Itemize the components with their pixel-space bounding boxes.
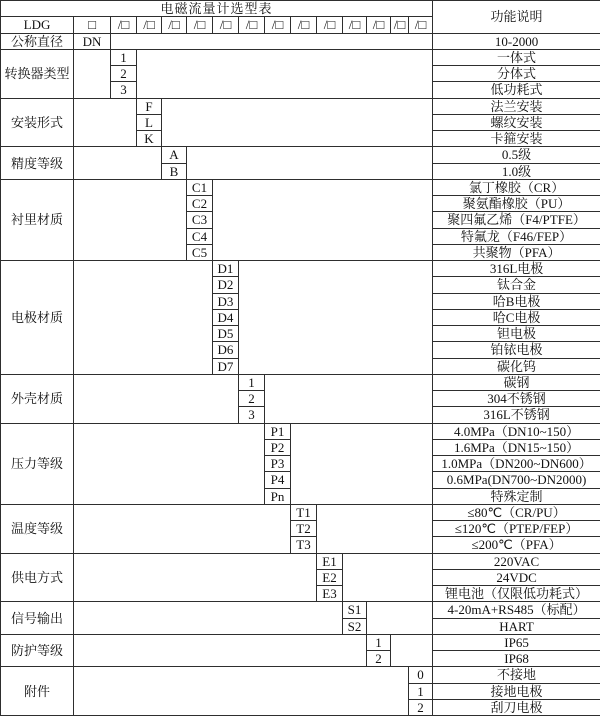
spacer-cell	[74, 147, 162, 180]
table-row	[1, 667, 600, 683]
spacer-cell	[74, 98, 137, 147]
spacer-cell	[74, 423, 265, 504]
desc-cell: 哈B电极	[433, 293, 600, 309]
spacer-cell	[74, 179, 187, 260]
desc-cell: 碳钢	[433, 374, 600, 390]
table-row	[1, 602, 600, 618]
spacer-cell	[187, 147, 433, 180]
desc-cell: 1.6MPa（DN15~150）	[433, 439, 600, 455]
spacer-cell	[74, 374, 239, 423]
code-cell: D7	[213, 358, 239, 374]
spacer-cell	[74, 504, 291, 553]
desc-cell: 4-20mA+RS485（标配）	[433, 602, 600, 618]
desc-cell: 316L电极	[433, 261, 600, 277]
desc-cell: 1.0MPa（DN200~DN600）	[433, 456, 600, 472]
code-slot-10: /□	[343, 17, 367, 33]
code-slot-6: /□	[239, 17, 265, 33]
code-slot-9: /□	[317, 17, 343, 33]
desc-cell: ≤120℃（PTEP/FEP）	[433, 521, 600, 537]
code-slot-4: /□	[187, 17, 213, 33]
code-cell: 1	[409, 683, 433, 699]
desc-cell: 316L不锈钢	[433, 407, 600, 423]
group-label-1: 转换器类型	[1, 49, 74, 98]
code-cell: D2	[213, 277, 239, 293]
desc-cell: ≤80℃（CR/PU）	[433, 504, 600, 520]
spacer-cell	[391, 634, 433, 667]
code-cell: 2	[409, 699, 433, 715]
model-prefix: LDG	[1, 17, 74, 33]
desc-cell: ≤200℃（PFA）	[433, 537, 600, 553]
desc-cell: 钛合金	[433, 277, 600, 293]
group-label-6: 外壳材质	[1, 374, 74, 423]
code-cell: D5	[213, 326, 239, 342]
spacer-cell	[74, 634, 367, 667]
code-cell: E2	[317, 569, 343, 585]
spacer-cell	[74, 49, 111, 98]
code-cell: C1	[187, 179, 213, 195]
desc-cell: 4.0MPa（DN10~150）	[433, 423, 600, 439]
code-slot-8: /□	[291, 17, 317, 33]
desc-cell: 一体式	[433, 49, 600, 65]
table-row	[1, 98, 600, 114]
desc-cell: IP65	[433, 634, 600, 650]
spacer-cell	[74, 553, 317, 602]
code-cell: C2	[187, 196, 213, 212]
desc-cell: 法兰安装	[433, 98, 600, 114]
table-row	[1, 553, 600, 569]
desc-cell: 卡箍安装	[433, 131, 600, 147]
code-cell: F	[137, 98, 162, 114]
desc-cell: 碳化钨	[433, 358, 600, 374]
group-label-7: 压力等级	[1, 423, 74, 504]
code-slot-5: /□	[213, 17, 239, 33]
code-cell: S2	[343, 618, 367, 634]
diameter-label: 公称直径	[1, 33, 74, 49]
code-cell: P4	[265, 472, 291, 488]
spacer-cell	[74, 602, 343, 635]
code-slot-11: /□	[367, 17, 391, 33]
function-column-header: 功能说明	[433, 1, 600, 34]
code-cell: 1	[239, 374, 265, 390]
spacer-cell	[74, 667, 409, 716]
code-cell: T3	[291, 537, 317, 553]
spacer-cell	[74, 261, 213, 375]
code-cell: T2	[291, 521, 317, 537]
table-row	[1, 261, 600, 277]
code-cell: Pn	[265, 488, 291, 504]
desc-cell: 1.0级	[433, 163, 600, 179]
desc-cell: 聚氨酯橡胶（PU）	[433, 196, 600, 212]
code-cell: 3	[111, 82, 137, 98]
code-cell: D4	[213, 309, 239, 325]
code-cell: C3	[187, 212, 213, 228]
desc-cell: 氯丁橡胶（CR）	[433, 179, 600, 195]
spacer-cell	[239, 261, 433, 375]
desc-cell: 304不锈钢	[433, 391, 600, 407]
code-cell: P3	[265, 456, 291, 472]
group-label-3: 精度等级	[1, 147, 74, 180]
group-label-10: 信号输出	[1, 602, 74, 635]
diameter-desc: 10-2000	[433, 33, 600, 49]
code-cell: A	[162, 147, 187, 163]
group-label-11: 防护等级	[1, 634, 74, 667]
desc-cell: 220VAC	[433, 553, 600, 569]
table-row	[1, 423, 600, 439]
code-cell: D1	[213, 261, 239, 277]
code-cell: C5	[187, 244, 213, 260]
spacer-cell	[213, 179, 433, 260]
code-slot-1: /□	[111, 17, 137, 33]
desc-cell: 聚四氟乙烯（F4/PTFE）	[433, 212, 600, 228]
code-cell: C4	[187, 228, 213, 244]
code-cell: S1	[343, 602, 367, 618]
code-slot-12: /□	[391, 17, 409, 33]
group-label-12: 附件	[1, 667, 74, 716]
desc-cell: 锂电池（仅限低功耗式）	[433, 586, 600, 602]
code-cell: B	[162, 163, 187, 179]
code-cell: L	[137, 114, 162, 130]
group-label-8: 温度等级	[1, 504, 74, 553]
code-slot-7: /□	[265, 17, 291, 33]
desc-cell: 24VDC	[433, 569, 600, 585]
code-slot-3: /□	[162, 17, 187, 33]
table-title: 电磁流量计选型表	[1, 1, 433, 17]
spacer-cell	[343, 553, 433, 602]
group-label-4: 衬里材质	[1, 179, 74, 260]
table-row	[1, 634, 600, 650]
code-cell: 1	[111, 49, 137, 65]
code-cell: 2	[239, 391, 265, 407]
table-row	[1, 504, 600, 520]
spacer-cell	[265, 374, 433, 423]
code-cell: K	[137, 131, 162, 147]
table-row	[1, 147, 600, 163]
spacer-cell	[162, 98, 433, 147]
table-row	[1, 1, 600, 17]
code-slot-2: /□	[137, 17, 162, 33]
desc-cell: HART	[433, 618, 600, 634]
spacer-cell	[111, 33, 433, 49]
desc-cell: 刮刀电极	[433, 699, 600, 715]
desc-cell: IP68	[433, 651, 600, 667]
spacer-cell	[291, 423, 433, 504]
code-cell: E1	[317, 553, 343, 569]
group-label-5: 电极材质	[1, 261, 74, 375]
table-row	[1, 49, 600, 65]
desc-cell: 接地电极	[433, 683, 600, 699]
code-cell: P2	[265, 439, 291, 455]
table-row	[1, 179, 600, 195]
table-row	[1, 33, 600, 49]
code-cell: E3	[317, 586, 343, 602]
desc-cell: 分体式	[433, 66, 600, 82]
desc-cell: 铂铱电极	[433, 342, 600, 358]
desc-cell: 0.5级	[433, 147, 600, 163]
desc-cell: 特氟龙（F46/FEP）	[433, 228, 600, 244]
code-cell: 1	[367, 634, 391, 650]
diameter-code: DN	[74, 33, 111, 49]
code-cell: 2	[111, 66, 137, 82]
code-cell: 3	[239, 407, 265, 423]
desc-cell: 螺纹安装	[433, 114, 600, 130]
spacer-cell	[317, 504, 433, 553]
group-label-2: 安装形式	[1, 98, 74, 147]
spacer-cell	[137, 49, 433, 98]
desc-cell: 0.6MPa(DN700~DN2000)	[433, 472, 600, 488]
code-cell: T1	[291, 504, 317, 520]
desc-cell: 不接地	[433, 667, 600, 683]
desc-cell: 共聚物（PFA）	[433, 244, 600, 260]
code-cell: 0	[409, 667, 433, 683]
code-slot-13: /□	[409, 17, 433, 33]
desc-cell: 特殊定制	[433, 488, 600, 504]
desc-cell: 低功耗式	[433, 82, 600, 98]
spacer-cell	[367, 602, 433, 635]
group-label-9: 供电方式	[1, 553, 74, 602]
model-box-symbol: □	[74, 17, 111, 33]
code-cell: D6	[213, 342, 239, 358]
code-cell: P1	[265, 423, 291, 439]
desc-cell: 哈C电极	[433, 309, 600, 325]
desc-cell: 钽电极	[433, 326, 600, 342]
code-cell: 2	[367, 651, 391, 667]
table-row	[1, 374, 600, 390]
code-cell: D3	[213, 293, 239, 309]
